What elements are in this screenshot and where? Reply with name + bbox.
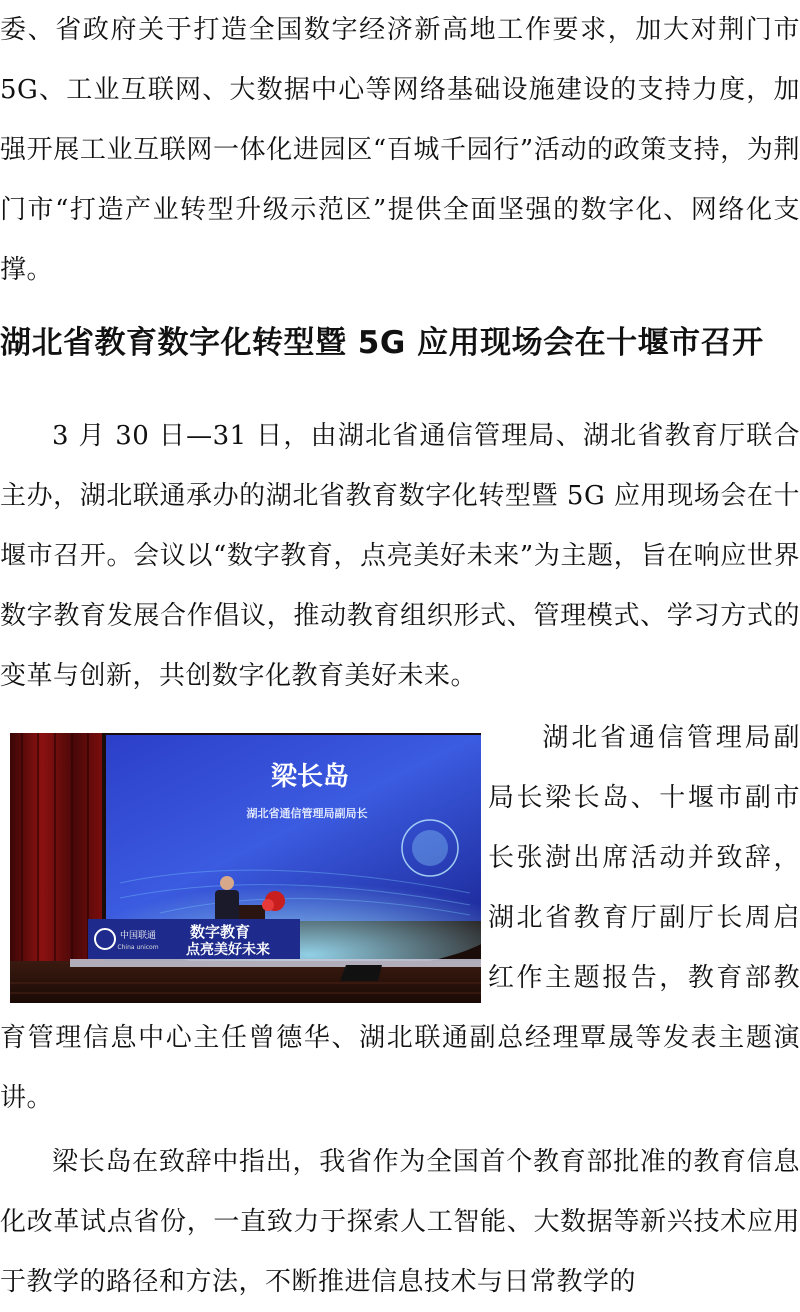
screen-speaker-title: 湖北省通信管理局副局长 bbox=[246, 807, 368, 820]
banner-line-2: 点亮美好未来 bbox=[186, 942, 270, 958]
article-paragraph-2: 湖北省通信管理局副局长梁长岛、十堰市副市长张澍出席活动并致辞，湖北省教育厅副厅长周启红作主题报告，教育部教育管理信息中心主任曾德华、湖北联通副总经理覃晟等发表主题演讲。 bbox=[0, 723, 800, 1113]
screen-speaker-name: 梁长岛 bbox=[270, 762, 350, 792]
article-title: 湖北省教育数字化转型暨 5G 应用现场会在十堰市召开 bbox=[0, 325, 764, 361]
article-paragraph-1: 3 月 30 日—31 日，由湖北省通信管理局、湖北省教育厅联合主办，湖北联通承办的湖北省教育数字化转型暨 5G 应用现场会在十堰市召开。会议以“数字教育，点亮美好未来”为主题，旨在响应世界数字教育发展合作倡议，推动教育组织形式、管理模式、学习方式的变革与创新，共创数字化教育美好未来。 bbox=[0, 421, 800, 691]
logo-cn: 中国联通 bbox=[119, 931, 157, 941]
article-paragraph-2-wrapper bbox=[0, 708, 800, 1128]
logo-en: China unicom bbox=[117, 944, 159, 951]
intro-paragraph: 委、省政府关于打造全国数字经济新高地工作要求，加大对荆门市 5G、工业互联网、大数据中心等网络基础设施建设的支持力度，加强开展工业互联网一体化进园区“百城千园行”活动的政策支持，为荆门市“打造产业转型升级示范区”提供全面坚强的数字化、网络化支撑。 bbox=[0, 15, 800, 285]
article-paragraph-3: 梁长岛在致辞中指出，我省作为全国首个教育部批准的教育信息化改革试点省份，一直致力于探索人工智能、大数据等新兴技术应用于教学的路径和方法，不断推进信息技术与日常教学的 bbox=[0, 1147, 800, 1297]
banner-line-1: 数字教育 bbox=[189, 923, 251, 941]
